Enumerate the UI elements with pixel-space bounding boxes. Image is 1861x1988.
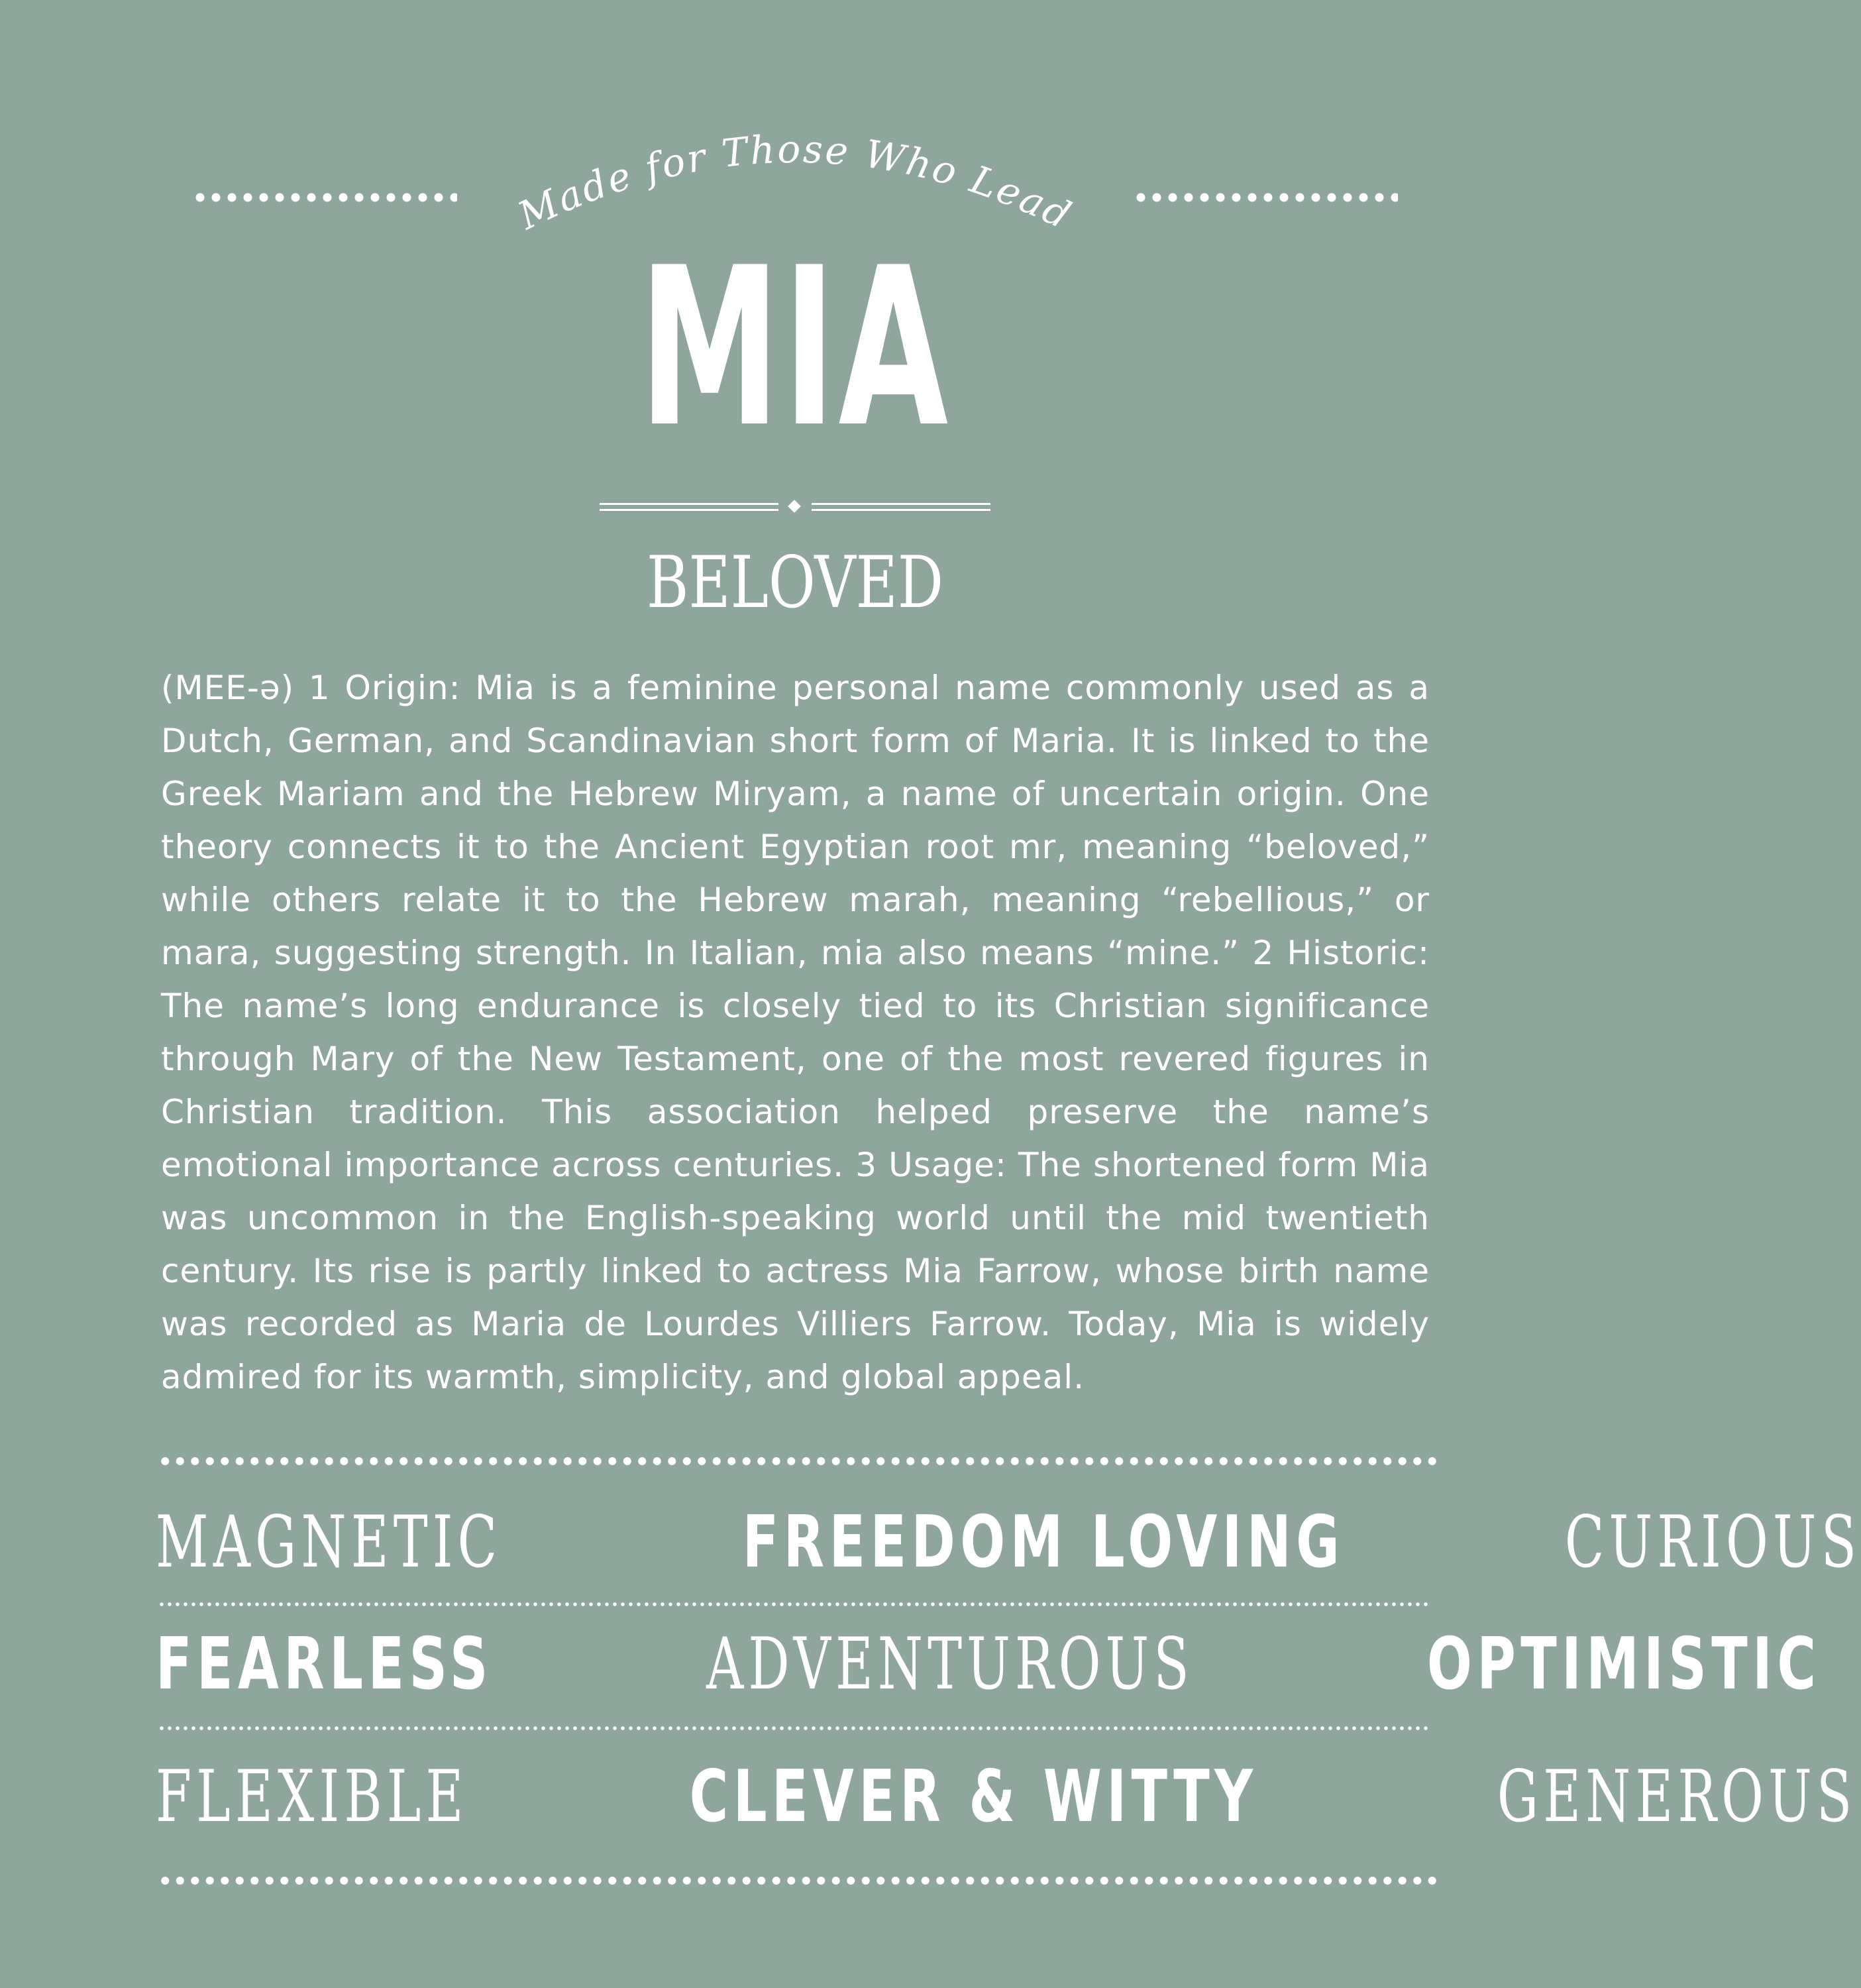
- trait-word: FLEXIBLE: [156, 1755, 468, 1838]
- trait-word: OPTIMISTIC: [1426, 1623, 1821, 1706]
- trait-word: FREEDOM LOVING: [742, 1501, 1344, 1584]
- tagline-row: [192, 113, 1398, 239]
- divider-line-right: [812, 503, 990, 511]
- name-title: MIA: [639, 221, 951, 475]
- dotted-rule-right: [1133, 191, 1398, 204]
- trait-row-1: [156, 1501, 1861, 1584]
- name-description: (MEE-ə) 1 Origin: Mia is a feminine personal name commonly used as a Dutch, German, and Scandinavian short form of Maria. It is linked to the Greek Mariam and the Hebrew Miryam, a name of uncertain origin. One theory connects it to the Ancient Egyptian root mr, meaning “beloved,” while others relate it to the Hebrew marah, meaning “rebellious,” or mara, suggesting strength. In Italian, mia also means “mine.” 2 Historic: The name’s long endurance is closely tied to its Christian significance through Mary of the New Testament, one of the most revered figures in Christian tradition. This association helped preserve the name’s emotional importance across centuries. 3 Usage: The shortened form Mia was uncommon in the English-speaking world until the mid twentieth century. Its rise is partly linked to actress Mia Farrow, whose birth name was recorded as Maria de Lourdes Villiers Farrow. Today, Mia is widely admired for its warmth, simplicity, and global appeal.: [161, 669, 1430, 1396]
- trait-word: GENEROUS: [1497, 1755, 1857, 1838]
- dotted-separator: [158, 1602, 1430, 1607]
- dotted-rule-top: [158, 1455, 1436, 1468]
- diamond-icon: [788, 500, 801, 513]
- trait-word: ADVENTUROUS: [706, 1623, 1194, 1706]
- dotted-rule-left: [192, 191, 457, 204]
- trait-word: CLEVER & WITTY: [689, 1755, 1258, 1838]
- trait-word: MAGNETIC: [156, 1501, 502, 1584]
- divider-line-left: [600, 503, 778, 511]
- dotted-separator: [158, 1726, 1430, 1731]
- tagline-text: Made for Those Who Lead: [511, 126, 1079, 239]
- ornament-divider: [600, 500, 990, 516]
- dotted-rule-bottom: [158, 1874, 1436, 1887]
- trait-row-2: [156, 1623, 1821, 1706]
- name-meaning: BELOVED: [647, 541, 943, 624]
- trait-row-3: [156, 1755, 1857, 1838]
- trait-word: FEARLESS: [156, 1623, 493, 1706]
- trait-word: CURIOUS: [1565, 1501, 1861, 1584]
